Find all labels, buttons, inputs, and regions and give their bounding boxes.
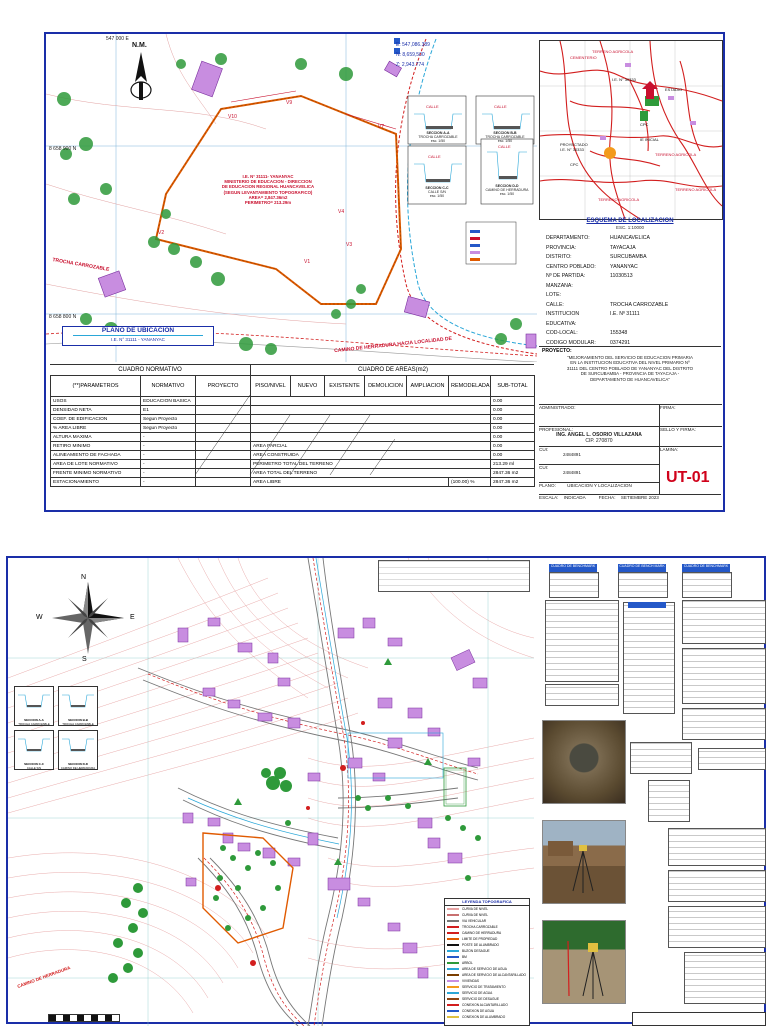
notes-block — [668, 870, 766, 902]
svg-text:ESTADIO: ESTADIO — [665, 87, 683, 92]
coord-n: N: 8,659,500 — [396, 52, 425, 58]
fecha-value: SETIEMBRE 2023 — [620, 495, 659, 500]
proyecto-line: DE SURCUBAMBA - PROVINCIA DE TAYACAJA - — [580, 371, 680, 377]
legend-swatch — [447, 938, 459, 940]
coords-table — [545, 684, 619, 706]
table-cell: AREA TOTAL DEL TERRENO — [251, 469, 491, 478]
column-header: PROYECTO — [196, 376, 251, 397]
table-cell: AREA PARCIAL — [251, 442, 491, 451]
section-thumb-d — [58, 730, 98, 770]
info-value: 11030513 — [610, 273, 633, 279]
location-map-title: ESQUEMA DE LOCALIZACION — [586, 218, 674, 224]
coords-table-right — [682, 708, 766, 740]
info-key: PROVINCIA: — [546, 244, 576, 251]
table-cell: ALINEAMIENTO DE FACHADA — [51, 451, 141, 460]
section-profile — [59, 731, 97, 757]
proyecto-label: PROYECTO: — [542, 348, 572, 354]
section-scale: esc. 1/50 — [429, 194, 445, 198]
points-table-head — [628, 602, 666, 608]
compass-e: E — [130, 614, 135, 621]
table-cell: PERIMETRO TOTAL DEL TERRENO — [251, 460, 491, 469]
compass-n: N — [81, 574, 87, 581]
bm-table — [618, 572, 668, 598]
table-cell: AREA DE LOTE NORMATIVO — [51, 460, 141, 469]
section-title: SECCION B-B — [493, 131, 517, 135]
notes-block — [698, 748, 766, 770]
bm-table-head: CUADRO DE BENCH MARK — [618, 564, 666, 572]
column-header: DEMOLICION — [365, 376, 407, 397]
section-scale: esc. 1/50 — [430, 139, 446, 143]
table-row — [251, 478, 535, 487]
cuadros — [50, 364, 534, 485]
proyecto-line: 31111 DEL CENTRO POBLADO DE YANANYAC DEL DISTRITO — [566, 365, 694, 371]
legend-item — [447, 1014, 529, 1020]
proyecto-text — [539, 355, 721, 382]
legend-label: BUZON DESAGUE — [462, 949, 490, 953]
cuadro-areas-title: CUADRO DE AREAS(m2) — [250, 365, 535, 376]
legend-label: AREA DE SERVICIO DE ALCANTARILLADO — [462, 973, 527, 977]
info-key: INSTITUCION EDUCATIVA: — [546, 311, 580, 327]
table-cell: % AREA LIBRE — [51, 424, 141, 433]
cui-label: CUI: — [539, 447, 549, 452]
notes-block — [648, 780, 690, 822]
legend-swatch — [447, 980, 459, 982]
legend-swatch — [447, 908, 459, 910]
svg-text:TERRENO AGRICOLA: TERRENO AGRICOLA — [598, 197, 640, 202]
firma-cell — [659, 404, 722, 427]
grid-label: 547 000 E — [106, 36, 129, 42]
vertex-label: V1 — [304, 259, 311, 265]
legend-label: VIVIENDAS — [462, 979, 480, 983]
legend-label: POSTE DE ALUMBRADO — [462, 943, 500, 947]
administrado-cell — [539, 404, 659, 427]
top-notes — [378, 560, 530, 592]
svg-text:I.E. N° 30333: I.E. N° 30333 — [612, 77, 636, 82]
escala-fecha-cell — [539, 494, 721, 509]
info-key: CENTRO POBLADO: — [546, 263, 596, 270]
column-header: PISO/NIVEL — [251, 376, 291, 397]
info-row — [546, 310, 721, 329]
legend-swatch — [447, 944, 459, 946]
cui-cell — [539, 446, 659, 465]
info-row — [546, 282, 721, 292]
table-cell: - — [141, 451, 196, 460]
info-value: 0374291 — [610, 339, 631, 346]
info-key: Nº DE PARTIDA: — [546, 273, 586, 279]
info-key: LOTE: — [546, 292, 561, 298]
table-cell: - — [141, 478, 196, 487]
section-title: SECCION A-A — [24, 718, 44, 722]
section-title: SECCION D-D — [495, 184, 519, 188]
column-header: REMODELADA — [449, 376, 491, 397]
info-value: SURCUBAMBA — [610, 254, 647, 260]
bm-table — [549, 572, 599, 598]
info-key: CALLE: — [546, 301, 564, 308]
info-value: YANANYAC — [610, 263, 638, 270]
info-value — [610, 282, 721, 292]
table-cell: 2847.36 m2 — [491, 478, 535, 487]
legend-swatch — [447, 962, 459, 964]
section-a-label — [413, 131, 463, 143]
legend-swatch — [447, 974, 459, 976]
plan-title: PLANO DE UBICACION — [101, 327, 175, 334]
fecha-label: FECHA: — [598, 495, 616, 500]
sheet-ut01 — [44, 32, 725, 512]
legend-swatch — [447, 1004, 459, 1006]
section-title: SECCION C-C — [24, 762, 44, 766]
proyecto-line: "MEJORAMIENTO DEL SERVICIO DE EDUCACION PRIMARIA — [567, 355, 693, 360]
plano-value: UBICACION Y LOCALIZACION — [567, 483, 632, 488]
column-header: NORMATIVO — [141, 376, 196, 397]
info-value: I.E. Nº 31111 — [610, 311, 640, 317]
ie-label — [218, 174, 318, 205]
info-value — [610, 291, 721, 301]
section-profile — [59, 687, 97, 713]
plan-title-box — [62, 326, 214, 346]
ie-label-line: DE EDUCACION REGIONAL HUANCAVELICA — [221, 184, 315, 190]
info-value: 155348 — [610, 330, 628, 336]
road-label: CAMINO DE HERRADURA HACIA LOCALIDAD DE — [334, 335, 453, 355]
calle-label: CALLE — [426, 104, 439, 109]
column-header: AMPLIACION — [407, 376, 449, 397]
svg-text:TERRENO AGRICOLA: TERRENO AGRICOLA — [675, 187, 717, 192]
legend-title: LEYENDA TOPOGRAFICA — [445, 899, 529, 906]
info-key: DISTRITO: — [546, 254, 572, 260]
plan-subtitle: I.E. N° 31111 - YANANYAC — [111, 337, 165, 342]
info-value: TAYACAJA — [610, 244, 636, 251]
notes-block — [630, 742, 692, 774]
proyecto-block — [539, 346, 721, 382]
section-c-label — [412, 186, 462, 198]
section-profile — [15, 687, 53, 713]
section-b-label — [480, 131, 530, 143]
legend-swatch — [447, 926, 459, 928]
table-cell: - — [141, 460, 196, 469]
info-row — [546, 263, 721, 273]
section-thumb-b — [58, 686, 98, 726]
svg-text:CPC: CPC — [640, 122, 649, 127]
photo-bm-marker — [542, 720, 626, 804]
legend-label: CONEXION ALCANTARILLADO — [462, 1003, 508, 1007]
table-cell: DENSIDAD NETA — [51, 406, 141, 415]
legend-swatch — [447, 932, 459, 934]
table-cell: - — [141, 433, 196, 442]
grid-label: 8 658 800 N — [49, 314, 77, 320]
compass-w: W — [36, 614, 43, 621]
section-sub: TROCHA CARROZABLE — [485, 135, 525, 139]
legend-swatch — [447, 914, 459, 916]
section-title: SECCION C-C — [425, 186, 449, 190]
table-row — [51, 478, 251, 487]
svg-text:TERRENO AGRICOLA: TERRENO AGRICOLA — [655, 152, 697, 157]
table-cell: USOS — [51, 397, 141, 406]
profesional-label: PROFESIONAL: — [539, 427, 573, 432]
legend-label: LIMITE DE PROPIEDAD — [462, 937, 498, 941]
svg-text:TERRENO AGRICOLA: TERRENO AGRICOLA — [592, 49, 634, 54]
cui-value: 2484891 — [563, 470, 581, 475]
legend-label: CURVA DE NIVEL — [462, 913, 489, 917]
tripod-icon — [543, 821, 625, 903]
cuadro-normativo-title: CUADRO NORMATIVO — [50, 365, 250, 376]
calle-label: CALLE — [494, 104, 507, 109]
table-cell: 0.00 — [491, 442, 535, 451]
table-cell: ESTACIONAMIENTO — [51, 478, 141, 487]
sello-cell — [659, 426, 722, 447]
table-cell: - — [141, 469, 196, 478]
table-cell: EDUCACION BASICA — [141, 397, 196, 406]
location-map-scale: ESC. 1:10000 — [615, 225, 645, 230]
info-row — [546, 253, 721, 263]
coords-table — [545, 600, 619, 682]
section-sub: TROCHA CARROZABLE — [62, 722, 94, 726]
proyecto-line: EN LA INSTITUCION EDUCATIVA DEL NIVEL PRIMARIO Nº — [570, 360, 690, 366]
location-map — [539, 40, 723, 220]
administrado-label: ADMINISTRADO: — [539, 405, 576, 410]
info-row — [546, 244, 721, 254]
total-station-icon — [543, 921, 625, 1003]
compass-rose-icon — [48, 578, 128, 658]
legend-swatch — [447, 1010, 459, 1012]
vertex-label: V10 — [228, 114, 237, 120]
section-thumb-a — [14, 686, 54, 726]
coords-table-right — [682, 600, 766, 644]
svg-text:IE INICIAL: IE INICIAL — [640, 137, 659, 142]
table-cell: 2847.36 m2 — [491, 469, 535, 478]
coord-z: Z: 2,943.774 — [396, 62, 425, 68]
table-cell: Segun Proyecto — [141, 415, 196, 424]
cui-label: CUI: — [539, 465, 549, 470]
table-cell: COEF. DE EDIFICACION — [51, 415, 141, 424]
column-header: (**)PARAMETROS — [51, 376, 141, 397]
table-header-row — [251, 376, 535, 397]
north-arrow-icon — [129, 52, 153, 102]
grid-label: 8 658 900 N — [49, 146, 77, 152]
table-cell: AREA CONSTRUIDA — [251, 451, 491, 460]
profesional-cell — [539, 426, 659, 447]
calle-label: CALLE — [428, 154, 441, 159]
legend-swatch — [447, 998, 459, 1000]
ie-label-line: PERIMETRO= 213.29m — [244, 200, 292, 206]
notes-block — [684, 952, 766, 1004]
bm-table — [682, 572, 732, 598]
legend-swatch — [447, 992, 459, 994]
coords-table-right — [682, 648, 766, 704]
svg-text:CEMENTERIO: CEMENTERIO — [570, 55, 597, 60]
profesional-name: ING. ANGEL L. OSORIO VILLAZANA — [556, 432, 642, 438]
info-row — [546, 291, 721, 301]
lamina-label: LAMINA: — [660, 447, 679, 452]
info-key: MANZANA: — [546, 282, 573, 289]
table-cell: 0.00 — [491, 433, 535, 442]
section-scale: esc. 1/50 — [497, 139, 513, 143]
legend-label: ARBOL — [462, 961, 473, 965]
svg-text:CAMINO DE HERRADURA: CAMINO DE HERRADURA — [16, 965, 71, 989]
table-cell: 0.00 — [491, 424, 535, 433]
table-cell: 213.29 ml — [491, 460, 535, 469]
legend-label: BM — [462, 955, 467, 959]
table-hatch — [195, 395, 395, 475]
table-header-row — [51, 376, 251, 397]
legend-label: VIA VEHICULAR — [462, 919, 487, 923]
sello-label: SELLO Y FIRMA: — [660, 427, 696, 432]
info-row — [546, 329, 721, 339]
calle-label: CALLE — [498, 144, 511, 149]
vertex-label: V7 — [378, 124, 385, 130]
table-cell: AREA LIBRE — [251, 478, 449, 487]
escala-value: INDICADA — [563, 495, 586, 500]
firma-label: FIRMA: — [660, 405, 676, 410]
notes-block — [668, 828, 766, 866]
section-profile — [15, 731, 53, 757]
column-header: NUEVO — [291, 376, 325, 397]
ie-label-line: (SEGUN LEVANTAMIENTO TOPOGRAFICO) — [223, 189, 313, 195]
cui2-cell — [539, 464, 659, 483]
legend-swatch — [447, 950, 459, 952]
svg-text:PROYECTADO: PROYECTADO — [560, 142, 588, 147]
legend-label: SERVICIO DE AGUA — [462, 991, 493, 995]
section-sub: TROCHA CARROZABLE — [18, 722, 50, 726]
section-d-label — [482, 184, 532, 196]
svg-text:CPC: CPC — [570, 162, 579, 167]
section-title: SECCION D-D — [68, 762, 88, 766]
column-header: EXISTENTE — [325, 376, 365, 397]
table-cell: Segun Proyecto — [141, 424, 196, 433]
legend-swatch — [447, 920, 459, 922]
info-value: TROCHA CARROZABLE — [610, 301, 669, 308]
info-value: HUANCAVELICA — [610, 235, 650, 241]
legend-label: AREA DE SERVICIO DE AGUA — [462, 967, 507, 971]
sheet-code: UT-01 — [666, 469, 710, 486]
table-cell: FRENTE MINIMO NORMATIVO — [51, 469, 141, 478]
photo-total-station — [542, 920, 626, 1004]
info-row — [546, 272, 721, 282]
section-sub: TROCHA CARROZABLE — [418, 135, 458, 139]
proyecto-line: DEPARTAMENTO DE HUANCAVELICA" — [590, 376, 670, 382]
legend-box — [444, 898, 530, 1026]
legend-swatch — [447, 1016, 459, 1018]
project-info — [546, 234, 721, 348]
table-cell: 0.00 — [491, 415, 535, 424]
legend-label: SERVICIO DE TRATAMIENTO — [462, 985, 506, 989]
table-cell: 0.00 — [491, 406, 535, 415]
section-sub: CAMINO DE HERRADURA — [485, 188, 529, 192]
table-cell: 0.00 — [491, 451, 535, 460]
info-row — [546, 301, 721, 311]
table-cell: (100.00) % — [449, 478, 491, 487]
ie-label-line: AREA= 2,847.36m2 — [248, 194, 288, 200]
legend-swatch — [447, 968, 459, 970]
north-label: N.M. — [132, 42, 147, 49]
scale-bar — [48, 1014, 120, 1022]
notes-block — [668, 906, 766, 948]
vertex-label: V3 — [346, 242, 353, 248]
vertex-label: V4 — [338, 209, 345, 215]
legend-label: TROCHA CARROZABLE — [462, 925, 498, 929]
legend-label: CONEXION DE AGUA — [462, 1009, 495, 1013]
section-title: SECCION A-A — [426, 131, 450, 135]
ie-label-line: MINISTERIO DE EDUCACION - DIRECCION — [224, 179, 312, 185]
section-thumb-c — [14, 730, 54, 770]
legend-list — [445, 906, 529, 1020]
info-key: CODIGO MODULAR: — [546, 339, 596, 346]
table-cell: E1 — [141, 406, 196, 415]
legend-label: CONEXION DE ALUMBRADO — [462, 1015, 506, 1019]
table-cell: RETIRO MINIMO — [51, 442, 141, 451]
plano-label: PLANO: — [539, 483, 556, 488]
compass-s: S — [82, 656, 87, 663]
legend-label: CURVA DE NIVEL — [462, 907, 489, 911]
coord-e: E: 547,086.389 — [396, 42, 430, 48]
info-key: COD-LOCAL: — [546, 330, 578, 336]
legend-label: CAMINO DE HERRADURA — [462, 931, 502, 935]
table-cell: 0.00 — [491, 397, 535, 406]
table-cell — [196, 478, 251, 487]
legend-label: SERVICIO DE DESAGUE — [462, 997, 499, 1001]
cui-value: 2484891 — [563, 452, 581, 457]
column-header: SUB-TOTAL — [491, 376, 535, 397]
info-key: DEPARTAMENTO: — [546, 235, 590, 241]
table-cell: ALTURA MAXIMA — [51, 433, 141, 442]
sheet-topography — [6, 556, 766, 1024]
section-sub: CAMINO DE HERRADURA — [60, 766, 96, 770]
legend-swatch — [447, 956, 459, 958]
road-label: TROCHA CARROZABLE — [51, 257, 110, 273]
section-sub: CALLE S/N — [428, 190, 446, 194]
section-sub: CALLE S/N — [26, 766, 42, 770]
vertex-label: V2 — [158, 230, 165, 236]
table-cell: - — [141, 442, 196, 451]
points-table — [623, 602, 675, 714]
location-map-drawing — [540, 41, 722, 219]
svg-text:I.E. N° 30333: I.E. N° 30333 — [560, 147, 584, 152]
section-title: SECCION B-B — [68, 718, 88, 722]
escala-label: ESCALA: — [539, 495, 559, 500]
info-row — [546, 234, 721, 244]
vertex-label: V9 — [286, 100, 293, 106]
ie-label-line: I.E. N° 31111- YANANYAC — [242, 174, 294, 179]
profesional-cip: CIP. 270870 — [585, 438, 613, 444]
legend-swatch — [447, 986, 459, 988]
photo-field-survey — [542, 820, 626, 904]
section-scale: esc. 1/50 — [499, 192, 515, 196]
bm-table-head: CUADRO DE BENCHMARK — [682, 564, 730, 572]
bm-table-head: CUADRO DE BENCHMARK — [549, 564, 597, 572]
